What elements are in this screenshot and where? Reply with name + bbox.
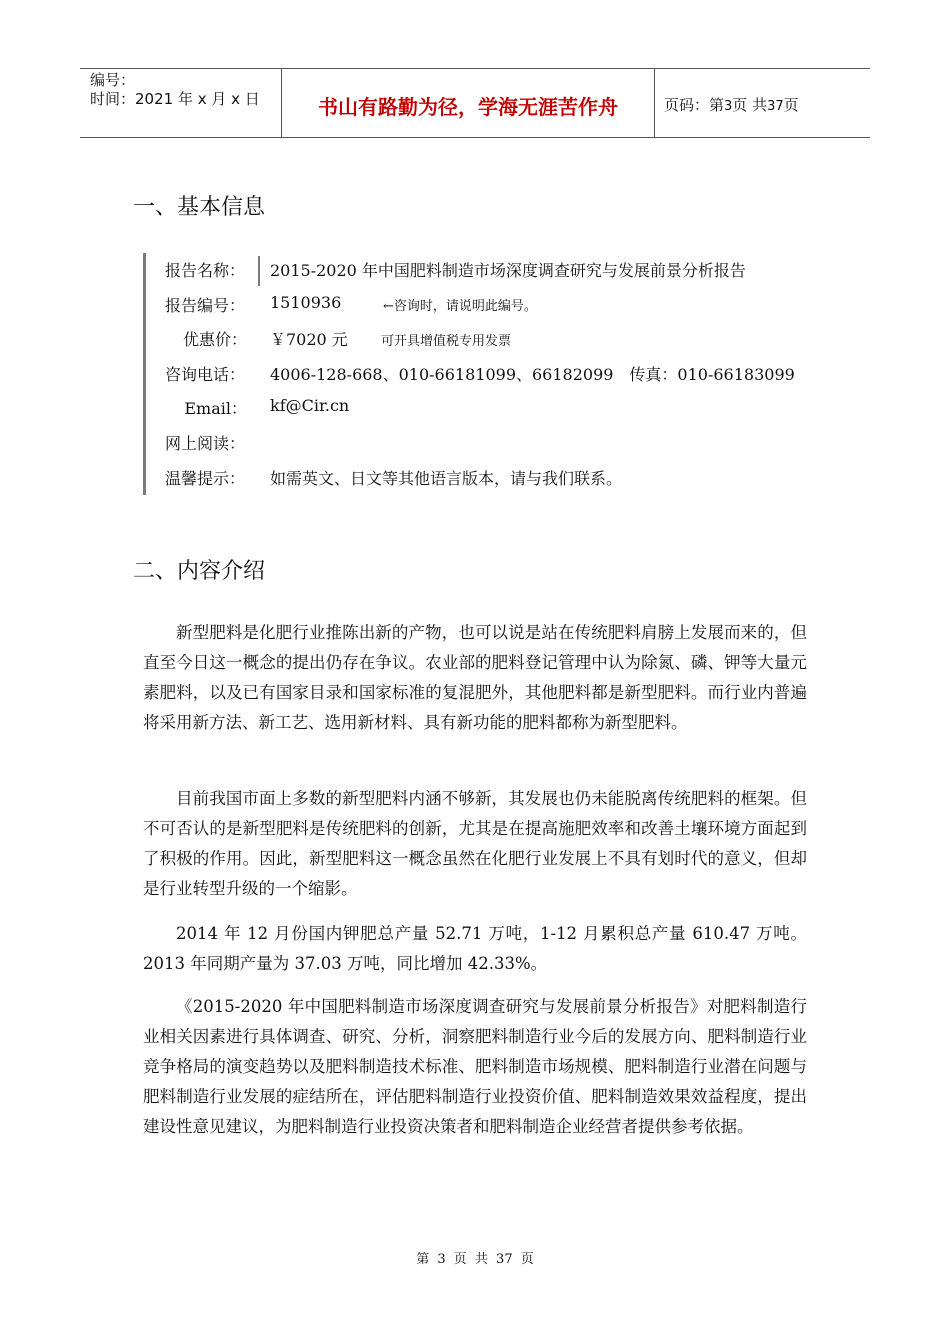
paragraph: 目前我国市面上多数的新型肥料内涵不够新，其发展也仍未能脱离传统肥料的框架。但不可否认的是新型肥料是传统肥料的创新，尤其是在提高施肥效率和改善土壤环境方面起到了积极的作用。因此，新型肥料这一概念虽然在化肥行业发展上不具有划时代的意义，但却是行业转型升级的一个缩影。	[143, 789, 807, 898]
section-title-basic-info: 一、基本信息	[133, 195, 266, 220]
page-footer: 第 3 页 共 37 页	[416, 1252, 534, 1267]
time-label: 时间：2021 年 x 月 x 日	[90, 90, 260, 108]
section-title-content-intro: 二、内容介绍	[133, 559, 266, 584]
header-motto: 书山有路勤为径，学海无涯苦作舟	[318, 95, 618, 119]
paragraph: 2014 年 12 月份国内钾肥总产量 52.71 万吨，1-12 月累积总产量 610.47 万吨。2013 年同期产量为 37.03 万吨，同比增加 42.33%。	[143, 924, 807, 973]
header-divider	[654, 69, 655, 137]
info-title-marker	[258, 256, 260, 286]
header-page-number: 页码：第3页 共37页	[664, 96, 799, 114]
email-link[interactable]: kf@Cir.cn	[270, 396, 350, 415]
number-label: 编号：	[90, 71, 136, 89]
header-meta	[90, 71, 260, 109]
info-side-bar	[143, 253, 146, 495]
page-header	[80, 68, 870, 138]
paragraph: 新型肥料是化肥行业推陈出新的产物，也可以说是站在传统肥料肩膀上发展而来的，但直至今日这一概念的提出仍存在争议。农业部的肥料登记管理中认为除氮、磷、钾等大量元素肥料，以及已有国家目录和国家标准的复混肥外，其他肥料都是新型肥料。而行业内普遍将采用新方法、新工艺、选用新材料、具有新功能的肥料都称为新型肥料。	[143, 623, 807, 732]
paragraph: 《2015-2020 年中国肥料制造市场深度调查研究与发展前景分析报告》对肥料制造行业相关因素进行具体调查、研究、分析，洞察肥料制造行业今后的发展方向、肥料制造行业竞争格局的演变趋势以及肥料制造技术标准、肥料制造市场规模、肥料制造行业潜在问题与肥料制造行业发展的症结所在，评估肥料制造行业投资价值、肥料制造效果效益程度，提出建设性意见建议，为肥料制造行业投资决策者和肥料制造企业经营者提供参考依据。	[143, 997, 807, 1136]
